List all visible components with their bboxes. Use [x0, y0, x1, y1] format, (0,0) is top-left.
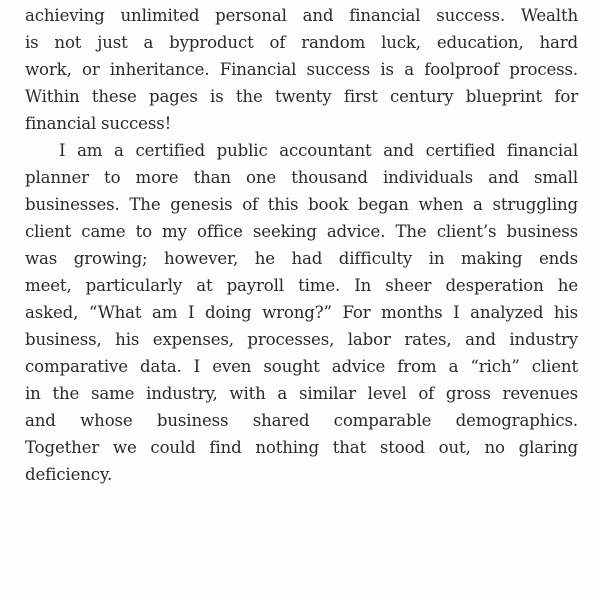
text-line: deficiency. [25, 465, 113, 484]
text-line: Together we could find nothing that stood out, no glaring [25, 438, 578, 457]
paragraph-2 [25, 137, 578, 488]
text-line: and whose business shared comparable demographics. [25, 411, 578, 430]
text-line: Within these pages is the twenty first century blueprint for [25, 87, 578, 106]
text-line: comparative data. I even sought advice from a “rich” client [25, 357, 578, 376]
text-line: was growing; however, he had difficulty in making ends [25, 249, 578, 268]
text-line: businesses. The genesis of this book began when a struggling [25, 195, 578, 214]
text-line: planner to more than one thousand individuals and small [25, 168, 578, 187]
text-line: in the same industry, with a similar level of gross revenues [25, 384, 578, 403]
paragraph-1 [25, 2, 578, 137]
text-line: financial success! [25, 114, 172, 133]
text-line: business, his expenses, processes, labor rates, and industry [25, 330, 578, 349]
text-line: work, or inheritance. Financial success is a foolproof process. [25, 60, 578, 79]
text-line: I am a certified public accountant and certified financial [59, 141, 578, 160]
text-line: client came to my office seeking advice. The client’s business [25, 222, 578, 241]
text-line: is not just a byproduct of random luck, education, hard [25, 33, 578, 52]
text-line: achieving unlimited personal and financial success. Wealth [25, 6, 578, 25]
text-line: meet, particularly at payroll time. In sheer desperation he [25, 276, 578, 295]
text-line: asked, “What am I doing wrong?” For months I analyzed his [25, 303, 578, 322]
